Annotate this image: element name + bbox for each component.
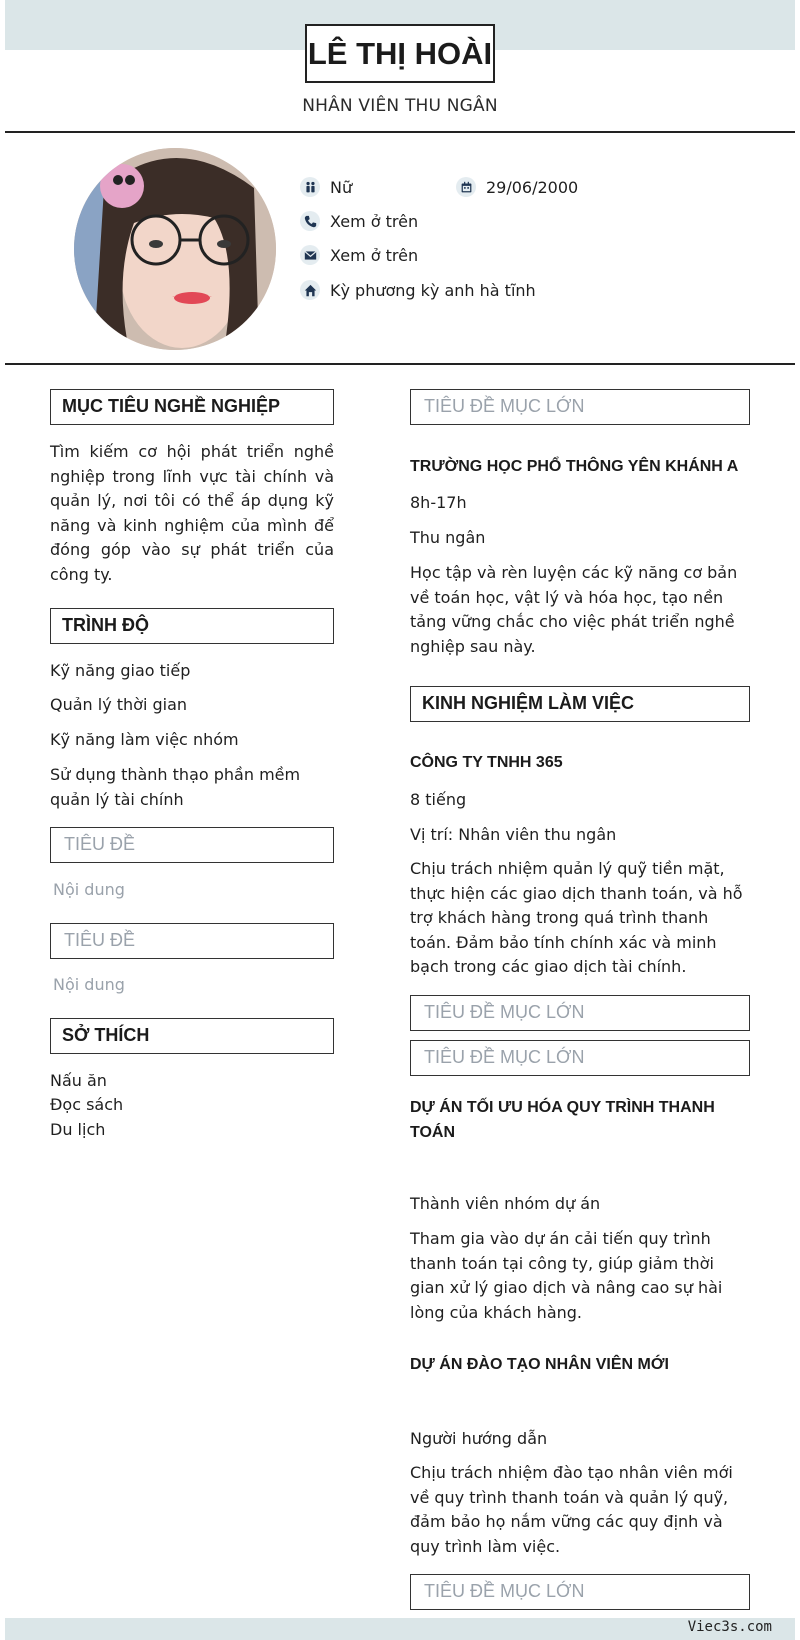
objective-text: Tìm kiếm cơ hội phát triển nghề nghiệp trong lĩnh vực tài chính và quản lý, nơi tôi có thể áp dụng kỹ năng và kinh nghiệm của mình để đóng góp vào sự phát triển của công ty. (50, 442, 334, 584)
experience-description: Chịu trách nhiệm quản lý quỹ tiền mặt, thực hiện các giao dịch thanh toán, và hỗ trợ khách hàng trong quá trình thanh toán. Đảm bảo tính chính xác và minh bạch trong các giao dịch tài chính. (410, 859, 743, 976)
school-name: TRƯỜNG HỌC PHỔ THÔNG YÊN KHÁNH A (410, 458, 739, 475)
project-description: Tham gia vào dự án cải tiến quy trình thanh toán tại công ty, giúp giảm thời gian xử lý giao dịch và nâng cao sự hài lòng của khách hàng. (410, 1229, 723, 1322)
project-role: Thành viên nhóm dự án (410, 1194, 601, 1213)
section-title-placeholder[interactable]: TIÊU ĐỀ MỤC LỚN (410, 1574, 750, 1610)
section-title-placeholder[interactable]: TIÊU ĐỀ MỤC LỚN (410, 389, 750, 425)
placeholder-content[interactable]: Nội dung (53, 880, 125, 899)
placeholder-title-box[interactable]: TIÊU ĐỀ (50, 827, 334, 863)
birthday-value: 29/06/2000 (486, 177, 579, 197)
gender-value: Nữ (330, 177, 353, 197)
section-title-placeholder[interactable]: TIÊU ĐỀ MỤC LỚN (410, 995, 750, 1031)
email-icon (300, 245, 320, 265)
project-name: DỰ ÁN ĐÀO TẠO NHÂN VIÊN MỚI (410, 1356, 669, 1373)
gender-icon (300, 177, 320, 197)
skill-item: Sử dụng thành thạo phần mềm quản lý tài chính (50, 765, 301, 809)
watermark: Viec3s.com (687, 1619, 772, 1635)
footer-accent-band (5, 1618, 795, 1640)
project-name: DỰ ÁN TỐI ƯU HÓA QUY TRÌNH THANH TOÁN (410, 1099, 715, 1141)
contact-divider (5, 363, 795, 365)
birthday-row (456, 177, 578, 197)
gender-row (300, 177, 352, 197)
skill-item: Quản lý thời gian (50, 695, 188, 714)
hobby-item: Đọc sách (50, 1095, 124, 1114)
address-row (300, 280, 536, 300)
phone-icon (300, 211, 320, 231)
section-title-placeholder[interactable]: TIÊU ĐỀ MỤC LỚN (410, 1040, 750, 1076)
phone-row (300, 211, 418, 231)
profile-photo (74, 148, 276, 350)
job-title: NHÂN VIÊN THU NGÂN (302, 96, 498, 116)
experience-position: Vị trí: Nhân viên thu ngân (410, 825, 617, 844)
project-role: Người hướng dẫn (410, 1429, 548, 1448)
skill-item: Kỹ năng giao tiếp (50, 661, 191, 680)
hobby-item: Du lịch (50, 1120, 106, 1139)
objective-title: MỤC TIÊU NGHỀ NGHIỆP (50, 389, 334, 425)
candidate-name: LÊ THỊ HOÀI (305, 24, 495, 83)
skill-item: Kỹ năng làm việc nhóm (50, 730, 239, 749)
hobbies-title: SỞ THÍCH (50, 1018, 334, 1054)
address-value: Kỳ phương kỳ anh hà tĩnh (330, 280, 536, 300)
calendar-icon (456, 177, 476, 197)
project-description: Chịu trách nhiệm đào tạo nhân viên mới về quy trình thanh toán và quản lý quỹ, đảm bảo họ nắm vững các quy định và quy trình làm việc. (410, 1463, 733, 1556)
email-row (300, 245, 418, 265)
hobby-item: Nấu ăn (50, 1071, 107, 1090)
phone-value: Xem ở trên (330, 211, 419, 231)
email-value: Xem ở trên (330, 245, 419, 265)
placeholder-title-box[interactable]: TIÊU ĐỀ (50, 923, 334, 959)
skills-title: TRÌNH ĐỘ (50, 608, 334, 644)
education-role: Thu ngân (410, 528, 486, 547)
profile-photo-illustration (74, 148, 276, 350)
header-divider (5, 131, 795, 133)
company-name: CÔNG TY TNHH 365 (410, 754, 563, 771)
home-icon (300, 280, 320, 300)
placeholder-content[interactable]: Nội dung (53, 975, 125, 994)
education-description: Học tập và rèn luyện các kỹ năng cơ bản về toán học, vật lý và hóa học, tạo nền tảng vững chắc cho việc phát triển nghề nghiệp sau này. (410, 563, 738, 656)
education-time: 8h-17h (410, 493, 467, 512)
experience-title: KINH NGHIỆM LÀM VIỆC (410, 686, 750, 722)
experience-time: 8 tiếng (410, 790, 467, 809)
